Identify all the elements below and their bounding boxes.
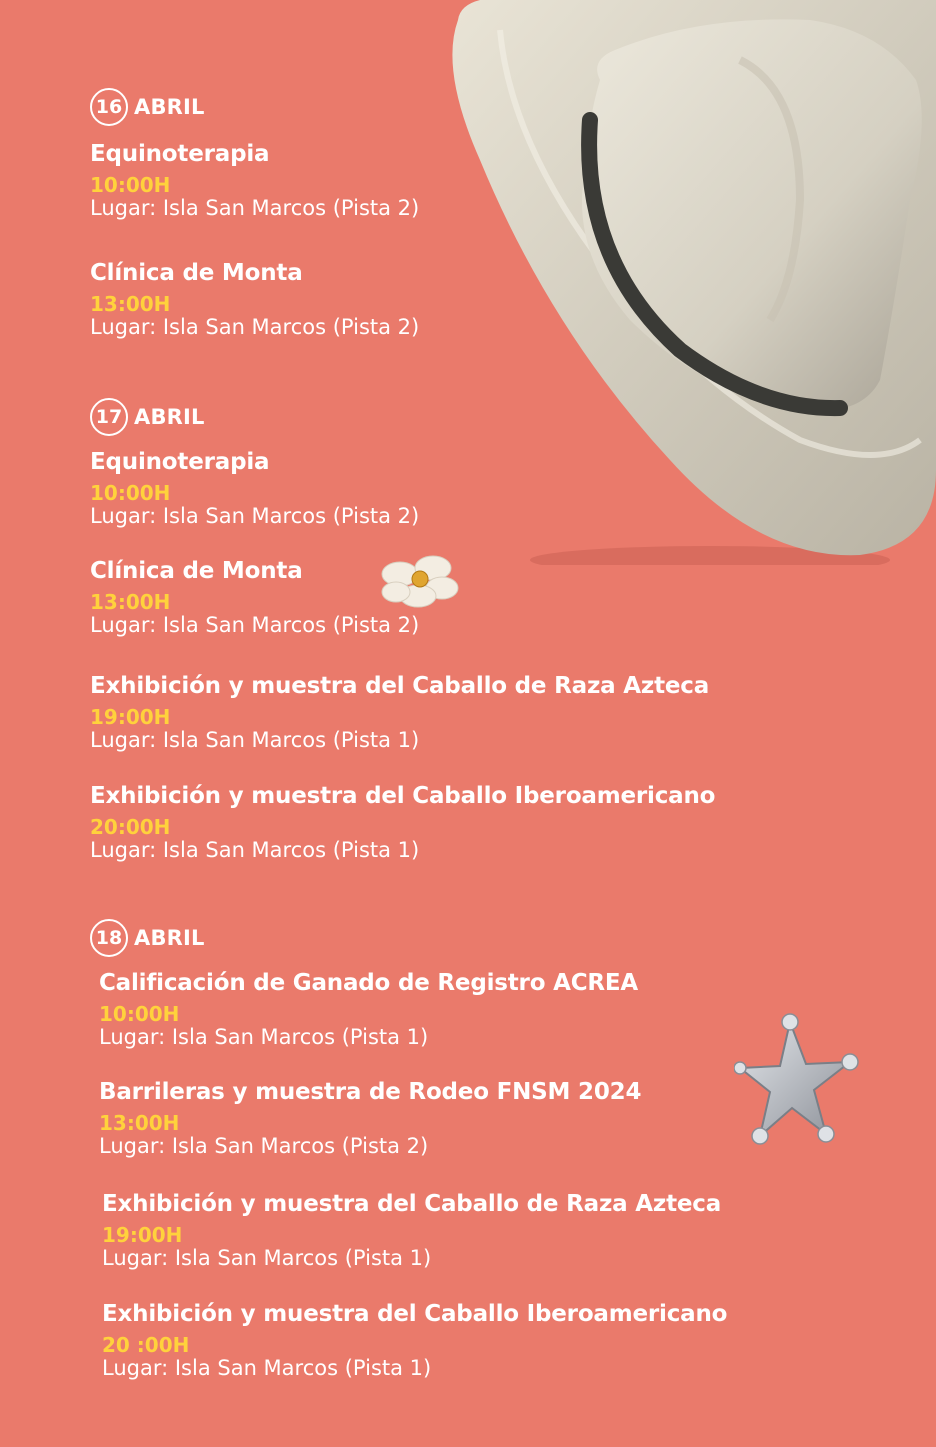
event-time: 13:00H	[90, 292, 171, 316]
event-place: Lugar: Isla San Marcos (Pista 2)	[90, 196, 420, 220]
event-item	[90, 259, 419, 339]
day-header-17	[90, 398, 205, 436]
event-title: Exhibición y muestra del Caballo de Raza Azteca	[102, 1191, 722, 1217]
day-month: ABRIL	[134, 926, 205, 950]
event-time: 19:00H	[90, 705, 171, 729]
event-time: 13:00H	[90, 590, 171, 614]
event-item	[99, 969, 638, 1049]
event-place: Lugar: Isla San Marcos (Pista 1)	[99, 1025, 429, 1049]
event-place: Lugar: Isla San Marcos (Pista 2)	[99, 1134, 429, 1158]
event-time: 10:00H	[90, 481, 171, 505]
event-place: Lugar: Isla San Marcos (Pista 1)	[102, 1356, 432, 1380]
day-month: ABRIL	[134, 405, 205, 429]
event-place: Lugar: Isla San Marcos (Pista 1)	[102, 1246, 432, 1270]
event-place: Lugar: Isla San Marcos (Pista 2)	[90, 613, 420, 637]
event-place: Lugar: Isla San Marcos (Pista 2)	[90, 315, 420, 339]
event-time: 20:00H	[90, 815, 171, 839]
event-place: Lugar: Isla San Marcos (Pista 2)	[90, 504, 420, 528]
cowboy-hat-icon	[440, 0, 936, 565]
event-place: Lugar: Isla San Marcos (Pista 1)	[90, 728, 420, 752]
event-title: Barrileras y muestra de Rodeo FNSM 2024	[99, 1079, 642, 1105]
event-item	[99, 1078, 641, 1158]
event-item	[90, 140, 419, 220]
event-item	[90, 782, 715, 862]
event-title: Exhibición y muestra del Caballo Iberoamericano	[102, 1301, 728, 1327]
event-time: 20 :00H	[102, 1333, 190, 1357]
event-item	[102, 1190, 721, 1270]
day-header-18	[90, 919, 205, 957]
event-item	[90, 557, 419, 637]
event-item	[102, 1300, 727, 1380]
day-number: 18	[90, 919, 128, 957]
event-item	[90, 448, 419, 528]
event-item	[90, 672, 709, 752]
event-title: Equinoterapia	[90, 141, 270, 167]
day-header-16	[90, 88, 205, 126]
day-month: ABRIL	[134, 95, 205, 119]
event-time: 10:00H	[90, 173, 171, 197]
event-time: 19:00H	[102, 1223, 183, 1247]
event-title: Equinoterapia	[90, 449, 270, 475]
day-number: 16	[90, 88, 128, 126]
event-title: Exhibición y muestra del Caballo de Raza Azteca	[90, 673, 710, 699]
event-title: Exhibición y muestra del Caballo Iberoamericano	[90, 783, 716, 809]
event-title: Calificación de Ganado de Registro ACREA	[99, 970, 639, 996]
event-place: Lugar: Isla San Marcos (Pista 1)	[90, 838, 420, 862]
day-number: 17	[90, 398, 128, 436]
event-time: 13:00H	[99, 1111, 180, 1135]
event-title: Clínica de Monta	[90, 558, 303, 584]
event-title: Clínica de Monta	[90, 260, 303, 286]
sheriff-star-icon	[734, 1012, 860, 1148]
event-time: 10:00H	[99, 1002, 180, 1026]
